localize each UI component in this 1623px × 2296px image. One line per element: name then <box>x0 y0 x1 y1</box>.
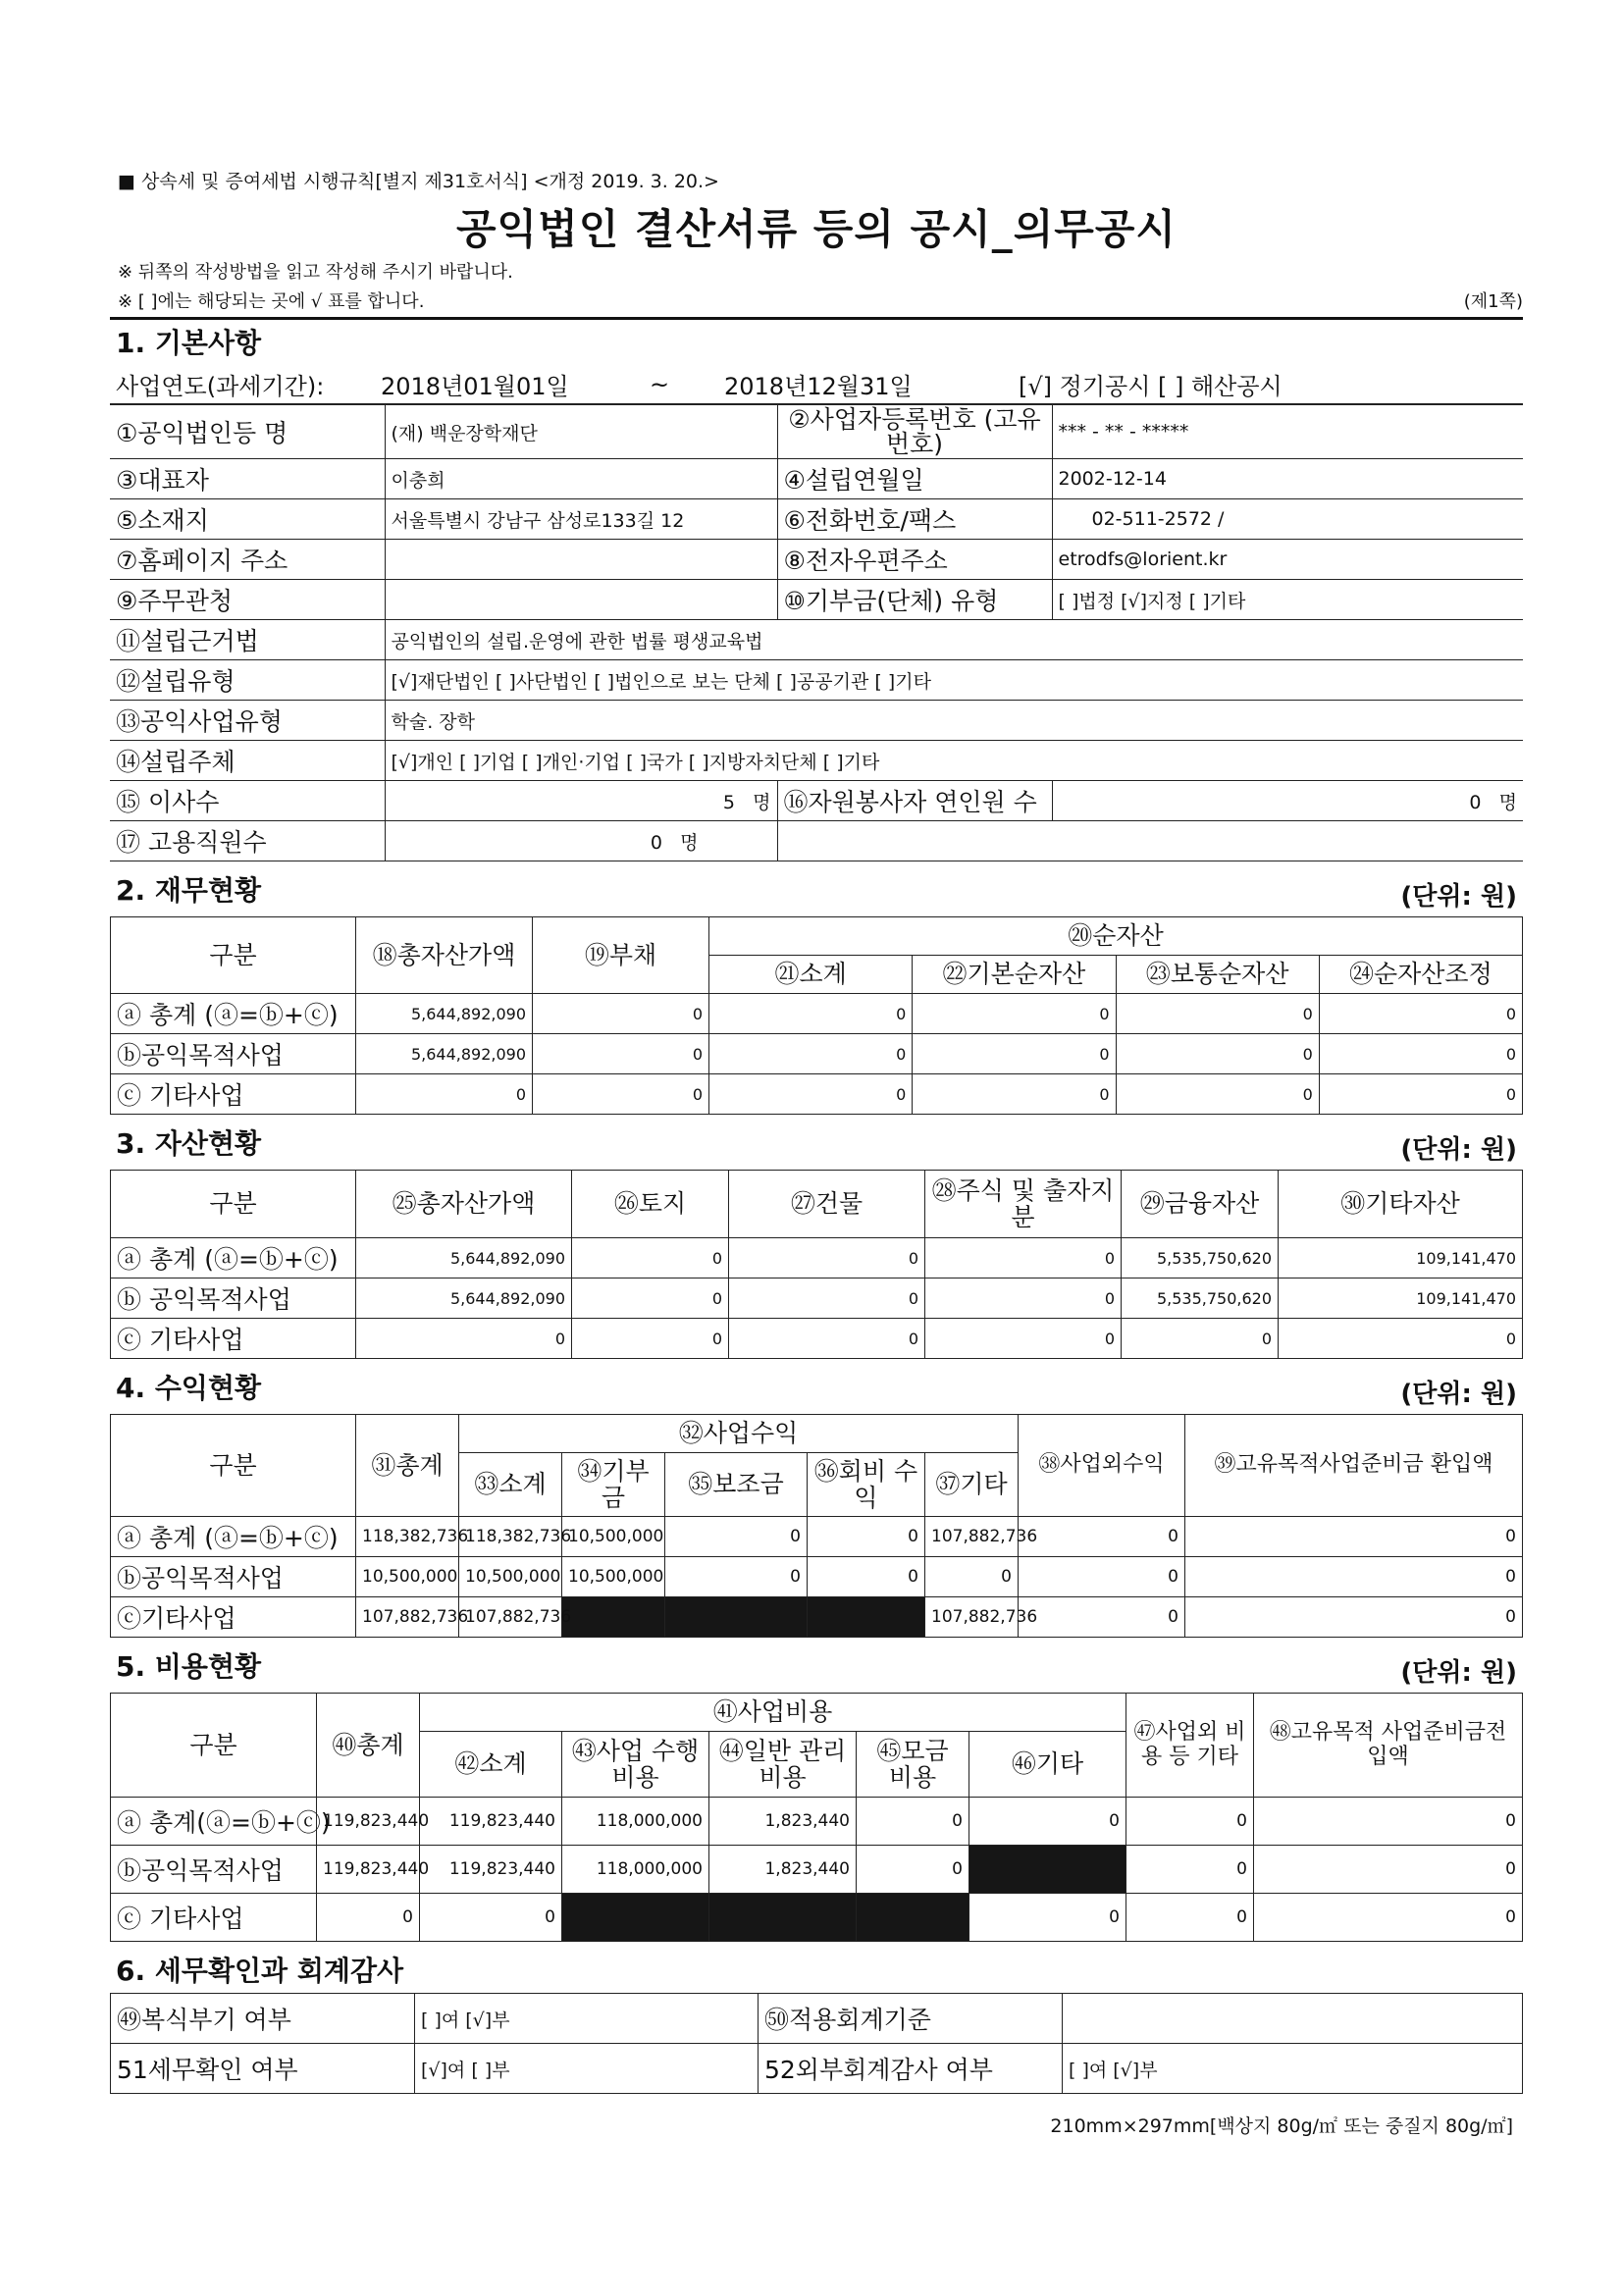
cell: 0 <box>1279 1319 1523 1359</box>
row-label: ⓐ 총계 (ⓐ=ⓑ+ⓒ) <box>111 1238 356 1278</box>
audit-label: 52외부회계감사 여부 <box>759 2044 1063 2094</box>
section5-title: 5. 비용현황 <box>116 1650 262 1683</box>
asset-table <box>110 1170 1523 1359</box>
table-row <box>111 1319 1523 1359</box>
cell: 0 <box>1319 994 1522 1034</box>
employees-unit: 명 <box>680 831 699 854</box>
asset-h-fin: ㉙금융자산 <box>1122 1171 1279 1238</box>
cell: 10,500,000 <box>356 1557 459 1597</box>
directors-cell <box>385 781 777 821</box>
rep-value: 이충희 <box>385 459 777 499</box>
home-label: ⑦홈페이지 주소 <box>110 540 385 580</box>
cell: 5,644,892,090 <box>356 1278 572 1319</box>
row-label: ⓒ 기타사업 <box>111 1074 356 1115</box>
cell: 1,823,440 <box>709 1846 857 1894</box>
directors-value: 5 <box>722 791 736 813</box>
revenue-header-row <box>111 1415 1523 1453</box>
cell: 0 <box>420 1894 562 1942</box>
row-label: ⓐ 총계(ⓐ=ⓑ+ⓒ) <box>111 1798 317 1846</box>
table-row <box>111 1557 1523 1597</box>
founder-label: ⑭설립주체 <box>110 741 385 781</box>
expense-h-other: ㊻기타 <box>969 1732 1126 1798</box>
cell: 0 <box>913 1034 1116 1074</box>
asset-h-gubun: 구분 <box>111 1171 356 1238</box>
cell: 0 <box>1185 1557 1523 1597</box>
directors-unit: 명 <box>753 791 771 813</box>
basis-value: 공익법인의 설립.운영에 관한 법률 평생교육법 <box>385 620 1523 660</box>
revenue-h-fee: ㊱회비 수익 <box>808 1453 925 1517</box>
basic-row <box>110 405 1523 459</box>
asset-h-bldg: ㉗건물 <box>729 1171 925 1238</box>
cell: 0 <box>1319 1034 1522 1074</box>
cell: 0 <box>533 994 709 1034</box>
form-page <box>110 167 1523 2138</box>
section4-unit: (단위: 원) <box>1400 1380 1517 1409</box>
tel-value: 02-511-2572 / <box>1052 499 1523 540</box>
finance-h-sub: ㉑소계 <box>709 956 913 994</box>
section4-title: 4. 수익현황 <box>116 1372 262 1404</box>
cell: 118,000,000 <box>562 1846 709 1894</box>
section2-header <box>110 867 1523 913</box>
cell: 0 <box>1126 1846 1254 1894</box>
cell: 118,382,736 <box>356 1517 459 1557</box>
cell: 0 <box>1116 1074 1319 1115</box>
revenue-h-total: ㉛총계 <box>356 1415 459 1517</box>
cell: 0 <box>925 1319 1122 1359</box>
cell: 119,823,440 <box>317 1798 420 1846</box>
basic-row <box>110 660 1523 701</box>
notice-type: [√] 정기공시 [ ] 해산공시 <box>1013 365 1523 404</box>
note-row <box>118 287 1523 313</box>
cell: 0 <box>1185 1517 1523 1557</box>
period-row <box>110 365 1523 404</box>
revenue-h-reserve: ㊴고유목적사업준비금 환입액 <box>1185 1415 1523 1517</box>
cell: 0 <box>1126 1798 1254 1846</box>
cell: 0 <box>729 1238 925 1278</box>
expense-h-sub: ㊷소계 <box>420 1732 562 1798</box>
cell: 0 <box>1254 1798 1523 1846</box>
period-tilde: ~ <box>601 365 718 404</box>
row-label: ⓑ공익목적사업 <box>111 1846 317 1894</box>
cell: 107,882,736 <box>925 1517 1019 1557</box>
row-label: ⓑ 공익목적사업 <box>111 1278 356 1319</box>
cell: 0 <box>925 1278 1122 1319</box>
finance-h-total: ⑱총자산가액 <box>356 917 533 994</box>
email-value: etrodfs@lorient.kr <box>1052 540 1523 580</box>
redacted-cell <box>808 1597 925 1638</box>
asset-h-land: ㉖토지 <box>572 1171 729 1238</box>
expense-header-row <box>111 1694 1523 1732</box>
redacted-cell <box>969 1846 1126 1894</box>
revenue-h-biz: ㉜사업수익 <box>459 1415 1019 1453</box>
cell: 0 <box>709 1034 913 1074</box>
estdate-label: ④설립연월일 <box>777 459 1052 499</box>
expense-h-total: ㊵총계 <box>317 1694 420 1798</box>
expense-h-fund: ㊺모금 비용 <box>857 1732 969 1798</box>
addr-value: 서울특별시 강남구 삼성로133길 12 <box>385 499 777 540</box>
bizno-label: ②사업자등록번호 (고유번호) <box>777 405 1052 459</box>
cell: 0 <box>533 1034 709 1074</box>
bookkeeping-label: ㊾복식부기 여부 <box>111 1994 415 2044</box>
section3-header <box>110 1121 1523 1166</box>
row-label: ⓒ 기타사업 <box>111 1319 356 1359</box>
addr-label: ⑤소재지 <box>110 499 385 540</box>
section2-unit: (단위: 원) <box>1400 882 1517 912</box>
type-label: ⑫설립유형 <box>110 660 385 701</box>
asset-h-other: ㉚기타자산 <box>1279 1171 1523 1238</box>
cell: 107,882,736 <box>459 1597 562 1638</box>
cell: 119,823,440 <box>317 1846 420 1894</box>
auth-value <box>385 580 777 620</box>
volunteer-cell <box>1052 781 1523 821</box>
basic-row <box>110 580 1523 620</box>
finance-h-basic: ㉒기본순자산 <box>913 956 1116 994</box>
tel-label: ⑥전화번호/팩스 <box>777 499 1052 540</box>
asset-header-row <box>111 1171 1523 1238</box>
finance-header-row <box>111 917 1523 956</box>
cell: 10,500,000 <box>562 1557 665 1597</box>
home-value <box>385 540 777 580</box>
row-label: ⓑ공익목적사업 <box>111 1034 356 1074</box>
volunteer-unit: 명 <box>1498 791 1517 813</box>
cell: 0 <box>1116 994 1319 1034</box>
revenue-h-other: ㊲기타 <box>925 1453 1019 1517</box>
table-row <box>111 1798 1523 1846</box>
cell: 0 <box>709 1074 913 1115</box>
cell: 0 <box>709 994 913 1034</box>
cell: 0 <box>925 1238 1122 1278</box>
row-label: ⓐ 총계 (ⓐ=ⓑ+ⓒ) <box>111 1517 356 1557</box>
cell: 0 <box>969 1894 1126 1942</box>
revenue-h-subsidy: ㉟보조금 <box>665 1453 808 1517</box>
section5-header <box>110 1644 1523 1689</box>
cell: 0 <box>857 1846 969 1894</box>
expense-table <box>110 1693 1523 1942</box>
section3-title: 3. 자산현황 <box>116 1127 262 1160</box>
cell: 0 <box>317 1894 420 1942</box>
section2-title: 2. 재무현황 <box>116 874 262 907</box>
period-end: 2018년12월31일 <box>718 365 1013 404</box>
cell: 118,000,000 <box>562 1798 709 1846</box>
cell: 0 <box>1126 1894 1254 1942</box>
table-row <box>111 1994 1523 2044</box>
table-row <box>111 1238 1523 1278</box>
volunteer-value: 0 <box>1469 791 1482 813</box>
redacted-cell <box>857 1894 969 1942</box>
revenue-h-gubun: 구분 <box>111 1415 356 1517</box>
basic-row <box>110 701 1523 741</box>
taxcheck-label: 51세무확인 여부 <box>111 2044 415 2094</box>
table-row <box>111 994 1523 1034</box>
table-row <box>111 1517 1523 1557</box>
rep-label: ③대표자 <box>110 459 385 499</box>
cell: 0 <box>1185 1597 1523 1638</box>
audit-value: [ ]여 [√]부 <box>1063 2044 1523 2094</box>
employees-value: 0 <box>650 831 663 854</box>
cell: 0 <box>1122 1319 1279 1359</box>
table-row <box>111 1074 1523 1115</box>
cell: 0 <box>729 1278 925 1319</box>
note-1: ※ 뒤쪽의 작성방법을 읽고 작성해 주시기 바랍니다. <box>118 262 513 283</box>
period-label: 사업연도(과세기간): <box>110 365 375 404</box>
cell: 109,141,470 <box>1279 1278 1523 1319</box>
basic-info-table <box>110 404 1523 861</box>
basic-row <box>110 781 1523 821</box>
basic-row <box>110 821 1523 861</box>
table-row <box>111 1894 1523 1942</box>
bizno-value: *** - ** - ***** <box>1052 405 1523 459</box>
cell: 0 <box>925 1557 1019 1597</box>
finance-h-gubun: 구분 <box>111 917 356 994</box>
period-table <box>110 365 1523 404</box>
cell: 0 <box>808 1557 925 1597</box>
cell: 0 <box>572 1278 729 1319</box>
standard-label: ㊿적용회계기준 <box>759 1994 1063 2044</box>
cell: 119,823,440 <box>420 1798 562 1846</box>
row-label: ⓒ 기타사업 <box>111 1894 317 1942</box>
redacted-cell <box>562 1894 709 1942</box>
cell: 0 <box>969 1798 1126 1846</box>
donation-value: [ ]법정 [√]지정 [ ]기타 <box>1052 580 1523 620</box>
auth-label: ⑨주무관청 <box>110 580 385 620</box>
page-label: (제1쪽) <box>1463 291 1523 312</box>
redacted-cell <box>562 1597 665 1638</box>
finance-h-net: ⑳순자산 <box>709 917 1523 956</box>
row-label: ⓒ기타사업 <box>111 1597 356 1638</box>
founder-value: [√]개인 [ ]기업 [ ]개인·기업 [ ]국가 [ ]지방자치단체 [ ]기타 <box>385 741 1523 781</box>
cell: 5,644,892,090 <box>356 994 533 1034</box>
cell: 0 <box>572 1238 729 1278</box>
cell: 10,500,000 <box>562 1517 665 1557</box>
cell: 0 <box>1254 1894 1523 1942</box>
section5-unit: (단위: 원) <box>1400 1658 1517 1688</box>
biz-value: 학술. 장학 <box>385 701 1523 741</box>
section6-title: 6. 세무확인과 회계감사 <box>116 1955 404 1987</box>
cell: 0 <box>665 1557 808 1597</box>
expense-h-perf: ㊸사업 수행비용 <box>562 1732 709 1798</box>
expense-h-admin: ㊹일반 관리비용 <box>709 1732 857 1798</box>
directors-label: ⑮ 이사수 <box>110 781 385 821</box>
finance-h-adjust: ㉔순자산조정 <box>1319 956 1522 994</box>
employees-label: ⑰ 고용직원수 <box>110 821 385 861</box>
type-value: [√]재단법인 [ ]사단법인 [ ]법인으로 보는 단체 [ ]공공기관 [ ]기타 <box>385 660 1523 701</box>
cell: 0 <box>913 1074 1116 1115</box>
note-2: ※ [ ]에는 해당되는 곳에 √ 표를 합니다. <box>118 291 425 312</box>
cell: 0 <box>572 1319 729 1359</box>
cell: 10,500,000 <box>459 1557 562 1597</box>
basic-row <box>110 741 1523 781</box>
name-value: (재) 백운장학재단 <box>385 405 777 459</box>
cell: 107,882,736 <box>925 1597 1019 1638</box>
revenue-h-donation: ㉞기부금 <box>562 1453 665 1517</box>
section1-divider <box>110 317 1523 320</box>
standard-value <box>1063 1994 1523 2044</box>
revenue-h-sub: ㉝소계 <box>459 1453 562 1517</box>
cell: 109,141,470 <box>1279 1238 1523 1278</box>
cell: 5,644,892,090 <box>356 1034 533 1074</box>
period-start: 2018년01월01일 <box>375 365 601 404</box>
section1-title: 1. 기본사항 <box>116 327 262 359</box>
estdate-value: 2002-12-14 <box>1052 459 1523 499</box>
expense-h-gubun: 구분 <box>111 1694 317 1798</box>
cell: 0 <box>1019 1557 1185 1597</box>
donation-label: ⑩기부금(단체) 유형 <box>777 580 1052 620</box>
basic-row <box>110 620 1523 660</box>
cell: 107,882,736 <box>356 1597 459 1638</box>
basic-row <box>110 540 1523 580</box>
table-row <box>111 1597 1523 1638</box>
finance-h-debt: ⑲부채 <box>533 917 709 994</box>
basic-row <box>110 499 1523 540</box>
row-label: ⓐ 총계 (ⓐ=ⓑ+ⓒ) <box>111 994 356 1034</box>
audit-table <box>110 1993 1523 2094</box>
expense-h-reserve: ㊽고유목적 사업준비금전 입액 <box>1254 1694 1523 1798</box>
employees-cell <box>385 821 777 861</box>
cell: 0 <box>1019 1517 1185 1557</box>
biz-label: ⑬공익사업유형 <box>110 701 385 741</box>
name-label: ①공익법인등 명 <box>110 405 385 459</box>
cell: 0 <box>665 1517 808 1557</box>
expense-h-biz: ㊶사업비용 <box>420 1694 1126 1732</box>
cell: 5,535,750,620 <box>1122 1278 1279 1319</box>
revenue-table <box>110 1414 1523 1638</box>
cell: 0 <box>1254 1846 1523 1894</box>
table-row <box>111 1278 1523 1319</box>
cell: 0 <box>808 1517 925 1557</box>
table-row <box>111 1034 1523 1074</box>
table-row <box>111 1846 1523 1894</box>
cell: 118,382,736 <box>459 1517 562 1557</box>
page-title: 공익법인 결산서류 등의 공시_의무공시 <box>455 205 1178 253</box>
volunteer-label: ⑯자원봉사자 연인원 수 <box>777 781 1052 821</box>
empty-cell <box>777 821 1523 861</box>
bookkeeping-value: [ ]여 [√]부 <box>415 1994 759 2044</box>
cell: 5,535,750,620 <box>1122 1238 1279 1278</box>
email-label: ⑧전자우편주소 <box>777 540 1052 580</box>
finance-table <box>110 916 1523 1115</box>
revenue-h-nonbiz: ㊳사업외수익 <box>1019 1415 1185 1517</box>
section3-unit: (단위: 원) <box>1400 1135 1517 1165</box>
asset-h-stock: ㉘주식 및 출자지분 <box>925 1171 1122 1238</box>
asset-h-total: ㉕총자산가액 <box>356 1171 572 1238</box>
redacted-cell <box>665 1597 808 1638</box>
section4-header <box>110 1365 1523 1410</box>
cell: 0 <box>729 1319 925 1359</box>
cell: 1,823,440 <box>709 1798 857 1846</box>
cell: 0 <box>356 1074 533 1115</box>
redacted-cell <box>709 1894 857 1942</box>
cell: 0 <box>857 1798 969 1846</box>
cell: 0 <box>1116 1034 1319 1074</box>
form-reference: ■ 상속세 및 증여세법 시행규칙[별지 제31호서식] <개정 2019. 3. 20.> <box>118 171 719 192</box>
basis-label: ⑪설립근거법 <box>110 620 385 660</box>
cell: 0 <box>533 1074 709 1115</box>
cell: 0 <box>1019 1597 1185 1638</box>
cell: 0 <box>356 1319 572 1359</box>
row-label: ⓑ공익목적사업 <box>111 1557 356 1597</box>
cell: 119,823,440 <box>420 1846 562 1894</box>
paper-spec-footer: 210mm×297mm[백상지 80g/㎡ 또는 중질지 80g/㎡] <box>1050 2115 1513 2137</box>
cell: 0 <box>913 994 1116 1034</box>
basic-row <box>110 459 1523 499</box>
table-row <box>111 2044 1523 2094</box>
taxcheck-value: [√]여 [ ]부 <box>415 2044 759 2094</box>
expense-h-nonbiz: ㊼사업외 비용 등 기타 <box>1126 1694 1254 1798</box>
cell: 5,644,892,090 <box>356 1238 572 1278</box>
finance-h-general: ㉓보통순자산 <box>1116 956 1319 994</box>
cell: 0 <box>1319 1074 1522 1115</box>
